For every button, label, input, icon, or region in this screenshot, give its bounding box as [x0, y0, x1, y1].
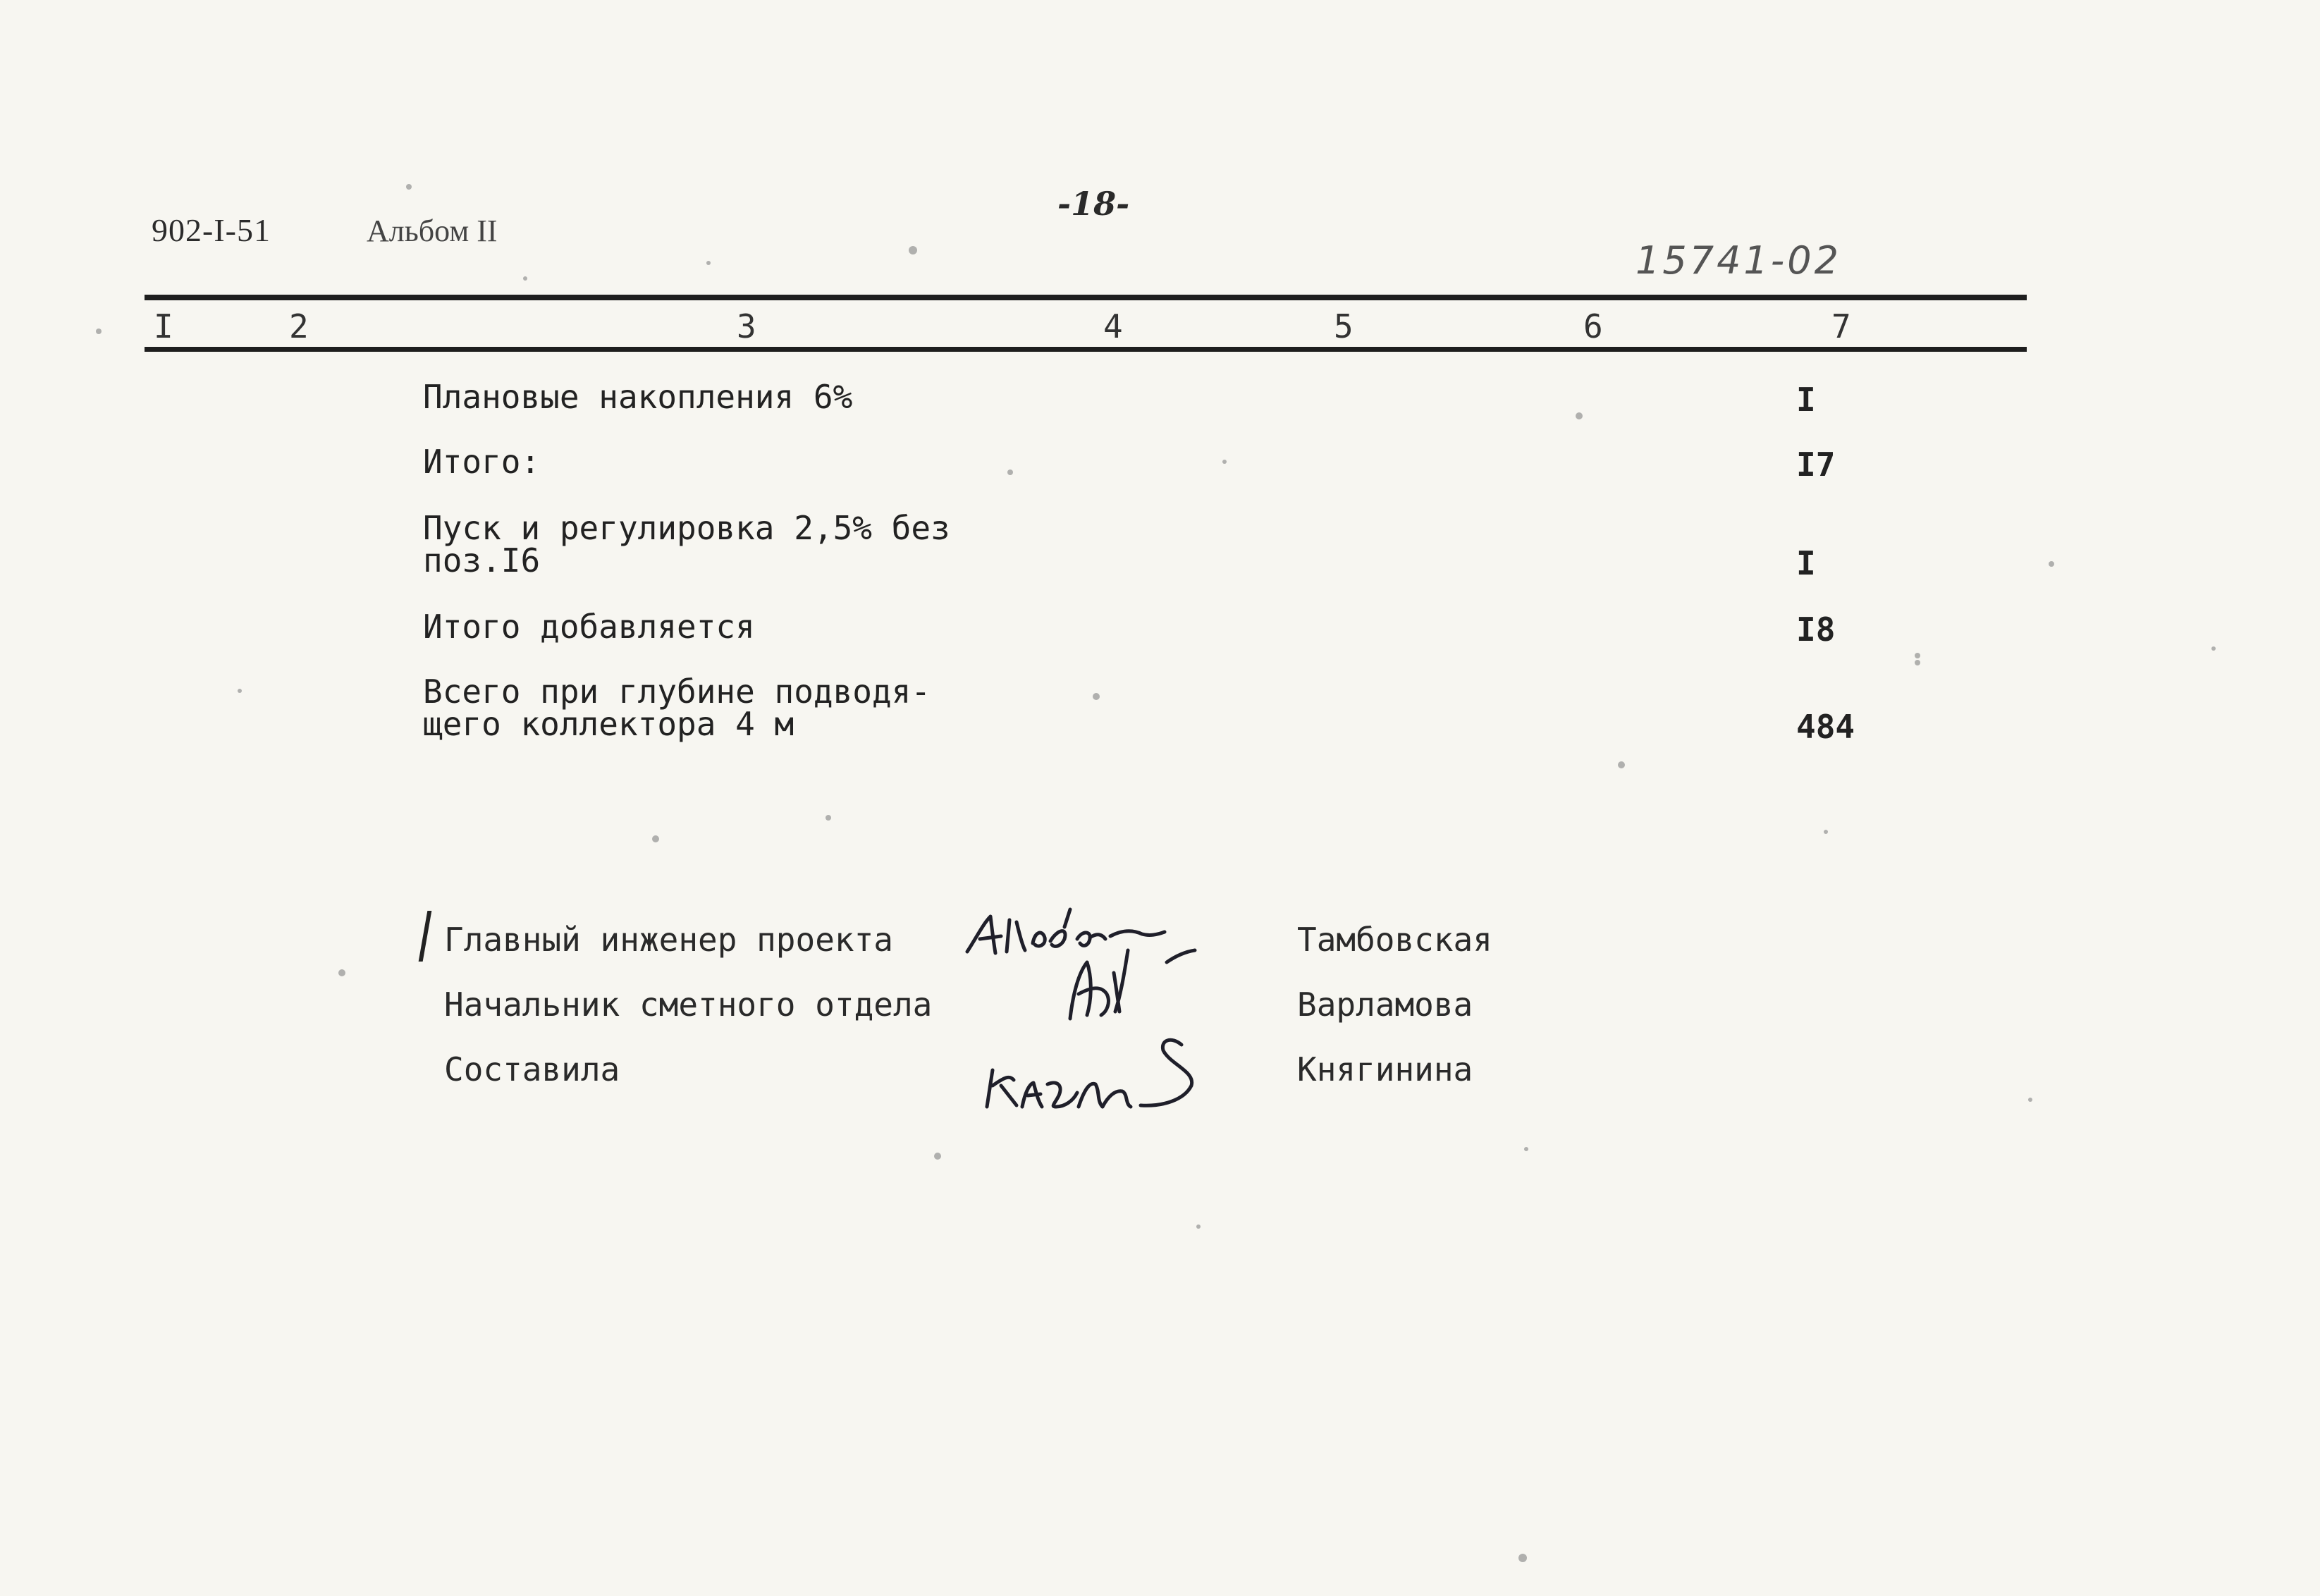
row-value-grand-total: 484	[1796, 708, 1855, 746]
row-value-total-added: I8	[1796, 610, 1836, 649]
signature-role-estimate-head: Начальник сметного отдела	[444, 986, 933, 1024]
row-label-startup-adjustment: Пуск и регулировка 2,5% без поз.I6	[423, 509, 950, 579]
signature-name-compiler: Княгинина	[1297, 1050, 1473, 1088]
row-label-grand-total: Всего при глубине подводя- щего коллектора 4 м	[423, 673, 931, 743]
column-number-6: 6	[1583, 307, 1603, 345]
signature-role-compiler: Составила	[444, 1050, 620, 1088]
column-number-1: I	[154, 307, 173, 345]
project-code: 902-I-51	[152, 212, 271, 248]
row-label-total-added: Итого добавляется	[423, 608, 755, 646]
row-value-subtotal: I7	[1796, 446, 1836, 484]
signature-name-chief-engineer: Тамбовская	[1297, 921, 1492, 959]
album-label: Альбом II	[367, 214, 498, 248]
column-number-3: 3	[737, 307, 756, 345]
column-number-2: 2	[289, 307, 309, 345]
document-number: 15741-02	[1635, 238, 1841, 283]
signature-name-estimate-head: Варламова	[1297, 986, 1473, 1024]
column-number-4: 4	[1103, 307, 1123, 345]
table-header-rule	[145, 347, 2027, 352]
signature-role-chief-engineer: Главный инженер проекта	[444, 921, 893, 959]
row-label-planned-savings: Плановые накопления 6%	[423, 378, 853, 416]
table-top-rule	[145, 295, 2027, 300]
handwritten-signatures	[952, 895, 1248, 1128]
column-number-5: 5	[1334, 307, 1354, 345]
column-number-7: 7	[1831, 307, 1851, 345]
row-label-subtotal: Итого:	[423, 443, 541, 481]
row-value-startup-adjustment: I	[1796, 544, 1816, 582]
row-value-planned-savings: I	[1796, 381, 1816, 419]
page-number: -18-	[1057, 185, 1130, 223]
